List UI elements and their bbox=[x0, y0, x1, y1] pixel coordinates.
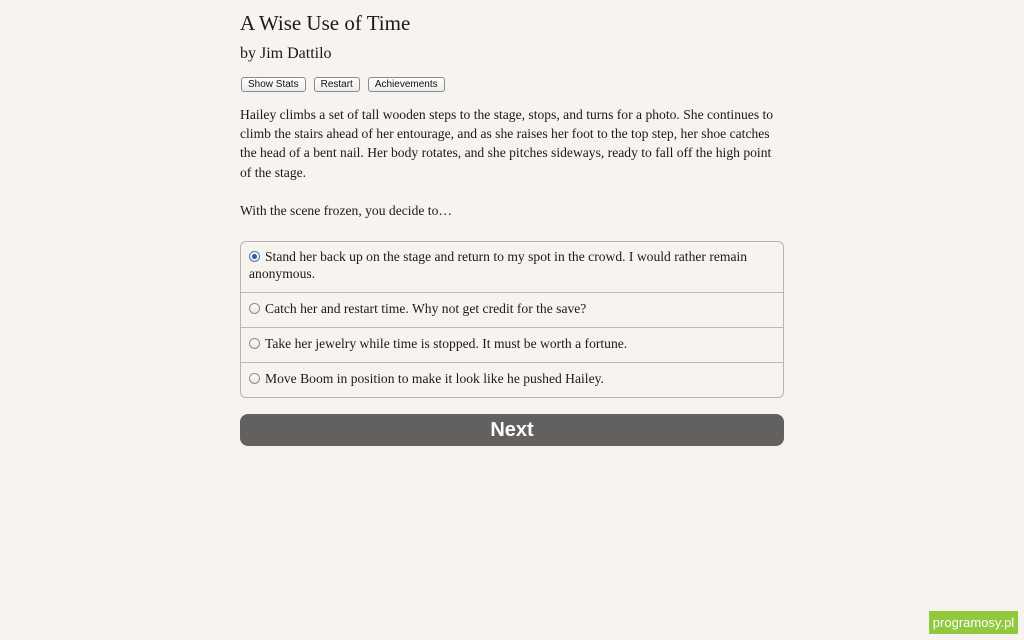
choice-label: Catch her and restart time. Why not get credit for the save? bbox=[265, 301, 587, 316]
choice-option-3[interactable] bbox=[241, 328, 783, 363]
restart-button[interactable]: Restart bbox=[314, 77, 360, 92]
game-author: by Jim Dattilo bbox=[240, 45, 332, 62]
radio-unchecked-icon[interactable] bbox=[249, 338, 260, 349]
choice-prompt: With the scene frozen, you decide to… bbox=[240, 203, 452, 218]
toolbar bbox=[241, 77, 445, 92]
show-stats-button[interactable]: Show Stats bbox=[241, 77, 306, 92]
radio-unchecked-icon[interactable] bbox=[249, 303, 260, 314]
game-title: A Wise Use of Time bbox=[240, 11, 411, 35]
choice-option-4[interactable] bbox=[241, 363, 783, 397]
choice-option-2[interactable] bbox=[241, 293, 783, 328]
watermark-badge: programosy.pl bbox=[929, 611, 1018, 634]
achievements-button[interactable]: Achievements bbox=[368, 77, 445, 92]
choice-option-1[interactable] bbox=[241, 242, 783, 293]
choice-label: Stand her back up on the stage and return to my spot in the crowd. I would rather remain anonymous. bbox=[249, 249, 748, 281]
choice-label: Take her jewelry while time is stopped. It must be worth a fortune. bbox=[265, 336, 628, 351]
story-paragraph: Hailey climbs a set of tall wooden steps to the stage, stops, and turns for a photo. She continues to climb the stairs ahead of her entourage, and as she raises her foot to the top step, her shoe catches the head of a bent nail. Her body rotates, and she pitches sideways, ready to fall off the high point of the stage. bbox=[240, 107, 774, 180]
next-button[interactable]: Next bbox=[240, 414, 784, 446]
radio-checked-icon[interactable] bbox=[249, 251, 260, 262]
story-text bbox=[240, 105, 784, 182]
radio-unchecked-icon[interactable] bbox=[249, 373, 260, 384]
choice-label: Move Boom in position to make it look like he pushed Hailey. bbox=[265, 371, 604, 386]
choice-list bbox=[240, 241, 784, 398]
